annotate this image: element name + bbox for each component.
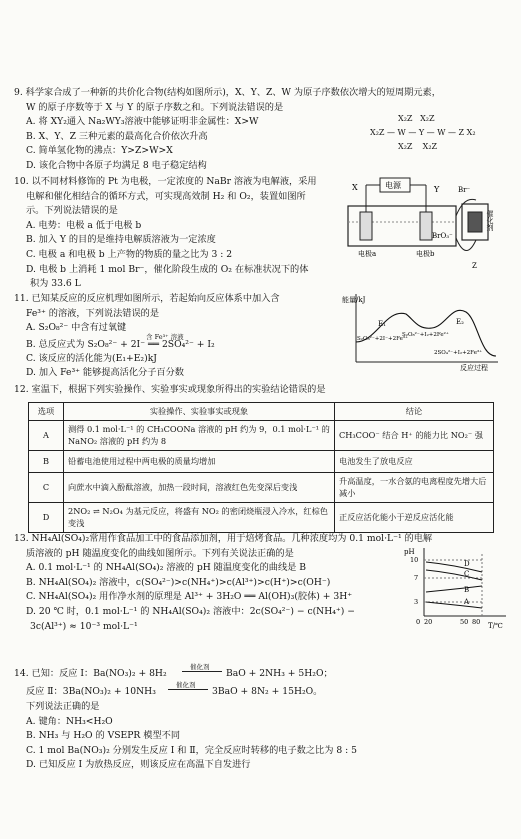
q11-stem-line2: Fe³⁺ 的溶液，下列说法错误的是 [26, 307, 160, 319]
q11-option-d: D. 加入 Fe³⁺ 能够提高活化分子百分数 [26, 367, 184, 379]
q13-tick-7: 7 [414, 574, 419, 582]
q13-tick-20: 20 [424, 618, 433, 626]
q10-option-d-line1: D. 电极 b 上消耗 1 mol Br⁻，催化阶段生成的 O₂ 在标准状况下的体 [26, 263, 309, 275]
q14-option-b: B. NH₃ 与 H₂O 的 VSEPR 模型不同 [26, 730, 181, 742]
q12-row-a-operation: 测得 0.1 mol·L⁻¹ 的 CH₃COONa 溶液的 pH 约为 9，0.1 mol·L⁻¹ 的 NaNO₂ 溶液的 pH 约为 8 [64, 421, 335, 451]
question-11 [14, 292, 354, 381]
q12-row-b-option: B [29, 451, 64, 473]
q11-xlabel: 反应过程 [460, 364, 488, 372]
q12-stem: 12. 室温下，根据下列实验操作、实验事实或现象所得出的实验结论错误的是 [14, 384, 326, 395]
q13-option-d-line1: D. 20 ℃ 时，0.1 mol·L⁻¹ 的 NH₄Al(SO₄)₂ 溶液中：2c(SO₄²⁻) − c(NH₄⁺) − [26, 605, 355, 617]
q13-xlabel: T/℃ [488, 622, 503, 630]
q13-tick-0: 0 [416, 618, 421, 626]
q13-option-d-line2: 3c(Al³⁺) ≈ 10⁻³ mol·L⁻¹ [30, 620, 138, 632]
q12-row-d-conclusion: 正反应活化能小于逆反应活化能 [335, 503, 494, 533]
q10-br-label: Br⁻ [458, 186, 471, 194]
q11-stem-line1: 11. 已知某反应的反应机理如图所示，若起始向反应体系中加入含 [14, 293, 280, 304]
q9-option-d: D. 该化合物中各原子均满足 8 电子稳定结构 [26, 159, 207, 171]
q14-reaction-1-condition: 催化剂 [190, 663, 210, 671]
q10-catalyst-label: 催化剂 [486, 210, 494, 231]
q14-reaction-2-left: 反应 Ⅱ：3Ba(NO₃)₂ + 10NH₃ [26, 686, 156, 697]
q14-option-a: A. 键角：NH₃<H₂O [26, 715, 113, 727]
q12-row-b-conclusion: 电池发生了放电反应 [335, 451, 494, 473]
q11-e2-label: E₂ [456, 318, 464, 326]
q14-reaction-1 [14, 664, 504, 682]
q12-row-c-conclusion: 升高温度，一水合氨的电离程度先增大后减小 [335, 473, 494, 503]
q10-stem-line3: 示。下列说法错误的是 [26, 205, 118, 217]
q14-option-c: C. 1 mol Ba(NO₃)₂ 分别发生反应 Ⅰ 和 Ⅱ，完全反应时转移的电子数之比为 8 : 5 [26, 744, 357, 756]
q13-tick-80: 80 [472, 618, 481, 626]
q12-row-d-option: D [29, 503, 64, 533]
q11-option-c: C. 该反应的活化能为(E₁+E₂)kJ [26, 352, 157, 364]
q11-option-b: B. 总反应式为 S₂O₈²⁻ + 2I⁻ ══ 2SO₄²⁻ + I₂ [26, 338, 215, 350]
q11-mid-label: S₂O₈²⁻+I₂+2Fe²⁺ [402, 332, 449, 338]
q12-table [28, 402, 494, 533]
q9-option-a: A. 将 XY₂通入 Na₂WY₃溶液中能够证明非金属性：X>W [26, 116, 259, 128]
q13-stem-line2: 质溶液的 pH 随温度变化的曲线如图所示。下列有关说法正确的是 [26, 547, 294, 559]
question-12 [14, 383, 504, 398]
q14-reaction-2 [14, 682, 504, 700]
q11-e1-label: E₁ [378, 320, 386, 328]
table-row [29, 421, 494, 451]
q12-table-header [29, 403, 494, 421]
q13-option-c: C. NH₄Al(SO₄)₂ 用作净水剂的原理是 Al³⁺ + 3H₂O ══ Al(OH)₃(胶体) + 3H⁺ [26, 591, 353, 603]
q10-option-d-line2: 积为 33.6 L [30, 278, 81, 290]
q13-stem-line1: 13. NH₄Al(SO₄)₂常用作食品加工中的食品添加剂，用于焙烤食品。几种浓度均为 0.1 mol·L⁻¹ 的电解 [14, 533, 433, 544]
question-14 [14, 664, 504, 773]
q10-apparatus-figure [344, 176, 504, 276]
q11-end-label: 2SO₄²⁻+I₂+2Fe³⁺ [434, 350, 483, 356]
q10-y-label: Y [434, 185, 440, 194]
q11-option-a: A. S₂O₈²⁻ 中含有过氧键 [26, 322, 127, 334]
q13-curve-b: B [464, 586, 470, 594]
q14-reaction-1-arrow [182, 671, 222, 672]
table-row [29, 503, 494, 533]
q12-header-conclusion: 结论 [335, 403, 494, 421]
q12-row-a-option: A [29, 421, 64, 451]
table-row [29, 473, 494, 503]
q13-tick-10: 10 [410, 556, 419, 564]
q14-reaction-1-left: 14. 已知：反应 Ⅰ：Ba(NO₃)₂ + 8H₂ [14, 668, 167, 679]
q11-reaction-condition: 含 Fe³⁺ 溶液 [146, 332, 184, 341]
q12-row-c-operation: 向蔗水中滴入酚酞溶液，加热一段时间，溶液红色先变深后变浅 [64, 473, 335, 503]
q9-structure-figure [370, 112, 510, 154]
q12-header-option: 选项 [29, 403, 64, 421]
question-10 [14, 175, 354, 292]
q14-reaction-2-right: 3BaO + 8N₂ + 15H₂O。 [212, 686, 323, 697]
q13-option-b: B. NH₄Al(SO₄)₂ 溶液中，c(SO₄²⁻)>c(NH₄⁺)>c(Al³⁺)>c(H⁺)>c(OH⁻) [26, 576, 331, 588]
q12-row-c-option: C [29, 473, 64, 503]
q9-structure-top: X₂Z X₂Z [398, 114, 435, 123]
q14-option-d: D. 已知反应 Ⅰ 为放热反应，则该反应在高温下自发进行 [26, 759, 251, 771]
q10-z-label: Z [472, 262, 477, 270]
q9-structure-middle: X₂Z — W — Y — W — Z X₂ [370, 128, 476, 137]
q11-start-label: S₂O₈²⁻+2I⁻+2Fe³⁺ [357, 336, 408, 342]
q10-option-c: C. 电极 a 和电极 b 上产物的物质的量之比为 3 : 2 [26, 248, 233, 260]
q13-tick-50: 50 [460, 618, 469, 626]
q10-x-label: X [352, 183, 358, 192]
table-row [29, 451, 494, 473]
q12-row-b-operation: 铅蓄电池使用过程中两电极的质量均增加 [64, 451, 335, 473]
q10-bro3-label: BrO₃⁻ [432, 232, 453, 240]
q12-header-operation: 实验操作、实验事实或现象 [64, 403, 335, 421]
q13-curve-d: D [464, 560, 470, 568]
q9-structure-bottom: X₂Z X₂Z [398, 142, 438, 151]
q10-option-b: B. 加入 Y 的目的是维持电解质溶液为一定浓度 [26, 234, 216, 246]
q10-electrode-a-label: 电极a [358, 250, 377, 258]
q11-ylabel: 能量/kJ [342, 296, 366, 304]
q14-reaction-1-right: BaO + 2NH₃ + 5H₂O； [226, 668, 333, 679]
q14-reaction-2-arrow [168, 689, 208, 690]
q13-ylabel: pH [404, 548, 415, 556]
q10-electrode-b-label: 电极b [416, 250, 435, 258]
q13-curve-c: C [464, 570, 470, 578]
q14-reaction-2-condition: 催化剂 [176, 681, 196, 689]
q13-curve-a: A [464, 598, 470, 606]
q9-option-c: C. 简单氢化物的沸点：Y>Z>W>X [26, 145, 173, 157]
q11-energy-diagram [342, 290, 502, 372]
q9-option-b: B. X、Y、Z 三种元素的最高化合价依次升高 [26, 130, 208, 142]
q9-stem-line2: W 的原子序数等于 X 与 Y 的原子序数之和。下列说法错误的是 [26, 101, 284, 113]
q10-option-a: A. 电势：电极 a 低于电极 b [26, 219, 142, 231]
q14-prompt: 下列说法正确的是 [26, 701, 100, 712]
q13-ph-chart [402, 546, 510, 632]
q9-stem-line1: 9. 科学家合成了一种新的共价化合物(结构如图所示)，X、Y、Z、W 为原子序数依次增大的短周期元素， [14, 87, 441, 98]
q12-row-a-conclusion: CH₃COO⁻ 结合 H⁺ 的能力比 NO₂⁻ 强 [335, 421, 494, 451]
q13-option-a: A. 0.1 mol·L⁻¹ 的 NH₄Al(SO₄)₂ 溶液的 pH 随温度变化的曲线是 B [26, 562, 307, 574]
q10-stem-line1: 10. 以不同材料修饰的 Pt 为电极，一定浓度的 NaBr 溶液为电解液，采用 [14, 176, 317, 187]
q11-option-b-wrap [14, 332, 354, 352]
q12-row-d-operation: 2NO₂ ⇌ N₂O₄ 为基元反应，将盛有 NO₂ 的密闭烧瓶浸入冷水，红棕色变浅 [64, 503, 335, 533]
q10-stem-line2: 电解和催化相结合的循环方式，可实现高效制 H₂ 和 O₂，装置如图所 [26, 190, 306, 202]
q10-power-label: 电源 [385, 181, 401, 190]
q13-tick-3: 3 [414, 598, 419, 606]
